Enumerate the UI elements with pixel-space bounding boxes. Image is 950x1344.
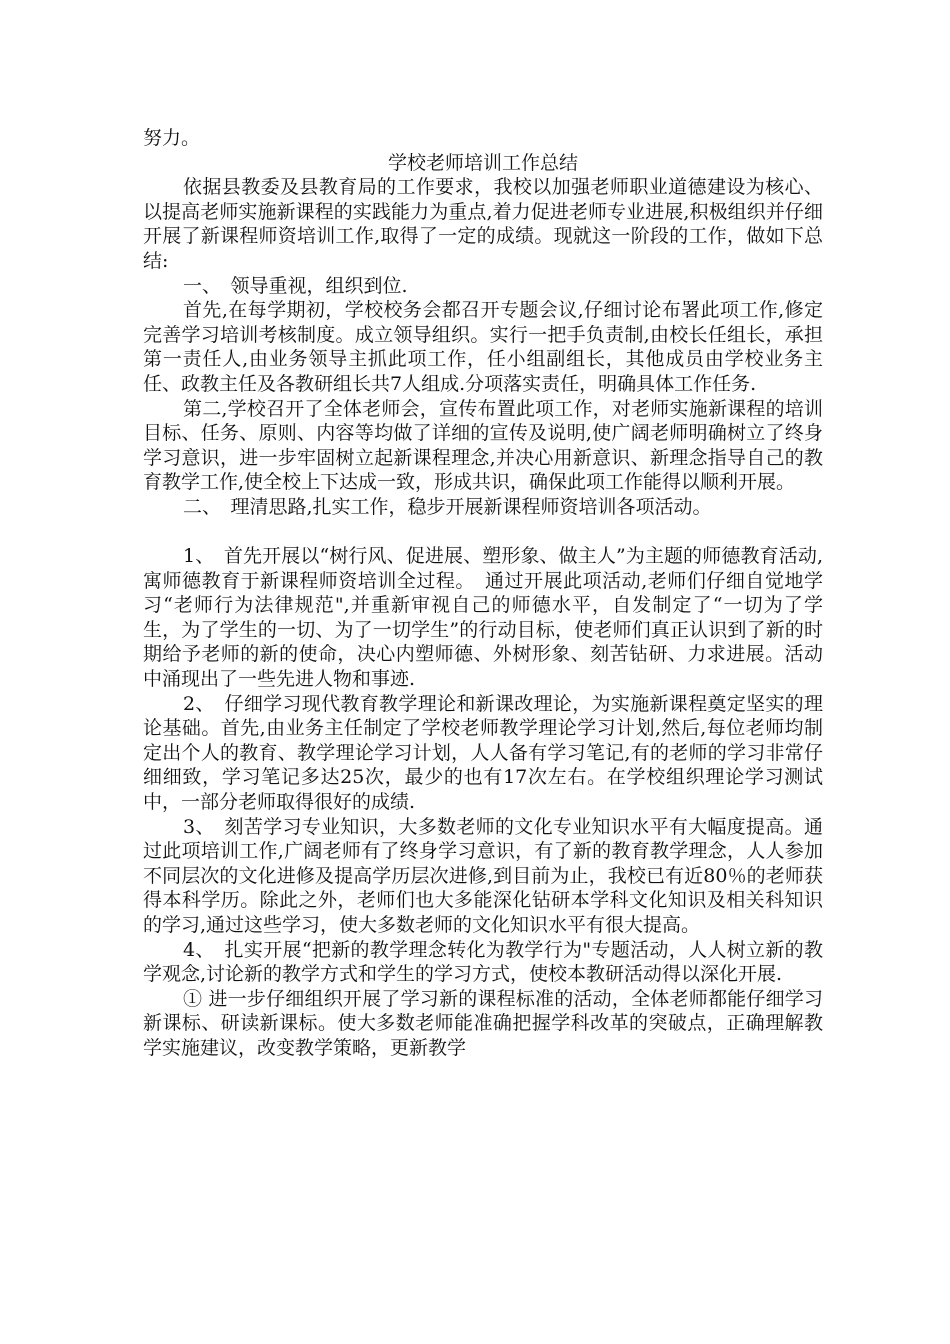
lead-fragment: 努力。	[143, 127, 201, 149]
document-page	[143, 126, 823, 1061]
item-3-paragraph: 3、 刻苦学习专业知识，大多数老师的文化专业知识水平有大幅度提高。通过此项培训工作,广阔老师有了终身学习意识，有了新的教育教学理念，人人参加不同层次的文化进修及提高学历层次进修,到目前为止，我校已有近80％的老师获得本科学历。除此之外，老师们也大多能深化钻研本学科文化知识及相关科知识的学习,通过这些学习，使大多数老师的文化知识水平有很大提高。	[143, 815, 823, 936]
sub-item-1-paragraph: ① 进一步仔细组织开展了学习新的课程标准的活动，全体老师都能仔细学习新课标、研读新课标。使大多数老师能准确把握学科改革的突破点，正确理解教学实施建议，改变教学策略，更新教学	[143, 987, 823, 1059]
section-2-heading: 二、 理清思路,扎实工作，稳步开展新课程师资培训各项活动。	[183, 495, 712, 518]
section-1-paragraph-1: 首先,在每学期初，学校校务会都召开专题会议,仔细讨论布署此项工作,修定完善学习培训考核制度。成立领导组织。实行一把手负责制,由校长任组长，承担第一责任人,由业务领导主抓此项工作，任小组副组长，其他成员由学校业务主任、政教主任及各教研组长共7人组成.分项落实责任，明确具体工作任务.	[143, 299, 823, 395]
item-4-paragraph: 4、 扎实开展“把新的教学理念转化为教学行为"专题活动，人人树立新的教学观念,讨论新的教学方式和学生的学习方式，使校本教研活动得以深化开展.	[143, 938, 823, 986]
item-2-paragraph: 2、 仔细学习现代教育教学理论和新课改理论，为实施新课程奠定坚实的理论基础。首先,由业务主任制定了学校老师教学理论学习计划,然后,每位老师均制定出个人的教育、教学理论学习计划，人人备有学习笔记,有的老师的学习非常仔细细致，学习笔记多达25次，最少的也有17次左右。在学校组织理论学习测试中，一部分老师取得很好的成绩.	[143, 692, 823, 814]
document-title: 学校老师培训工作总结	[387, 151, 578, 174]
intro-paragraph: 依据县教委及县教育局的工作要求，我校以加强老师职业道德建设为核心、以提高老师实施新课程的实践能力为重点,着力促进老师专业进展,积极组织并仔细开展了新课程师资培训工作,取得了一定的成绩。现就这一阶段的工作，做如下总结:	[143, 176, 823, 272]
section-1-paragraph-2: 第二,学校召开了全体老师会，宣传布置此项工作，对老师实施新课程的培训目标、任务、原则、内容等均做了详细的宣传及说明,使广阔老师明确树立了终身学习意识，进一步牢固树立起新课程理念,并决心用新意识、新理念指导自己的教育教学工作,使全校上下达成一致，形成共识，确保此项工作能得以顺利开展。	[143, 397, 823, 494]
item-1-paragraph: 1、 首先开展以“树行风、促进展、塑形象、做主人”为主题的师德教育活动,寓师德教育于新课程师资培训全过程。 通过开展此项活动,老师们仔细自觉地学习“老师行为法律规范",并重新审视自己的师德水平，自发制定了“一切为了学生，为了学生的一切、为了一切学生”的行动目标，使老师们真正认识到了新的时期给予老师的新的使命，决心内塑师德、外树形象、刻苦钻研、力求进展。活动中涌现出了一些先进人物和事迹.	[143, 545, 823, 691]
blank-line	[143, 520, 823, 545]
section-1-heading: 一、 领导重视，组织到位.	[183, 274, 408, 297]
